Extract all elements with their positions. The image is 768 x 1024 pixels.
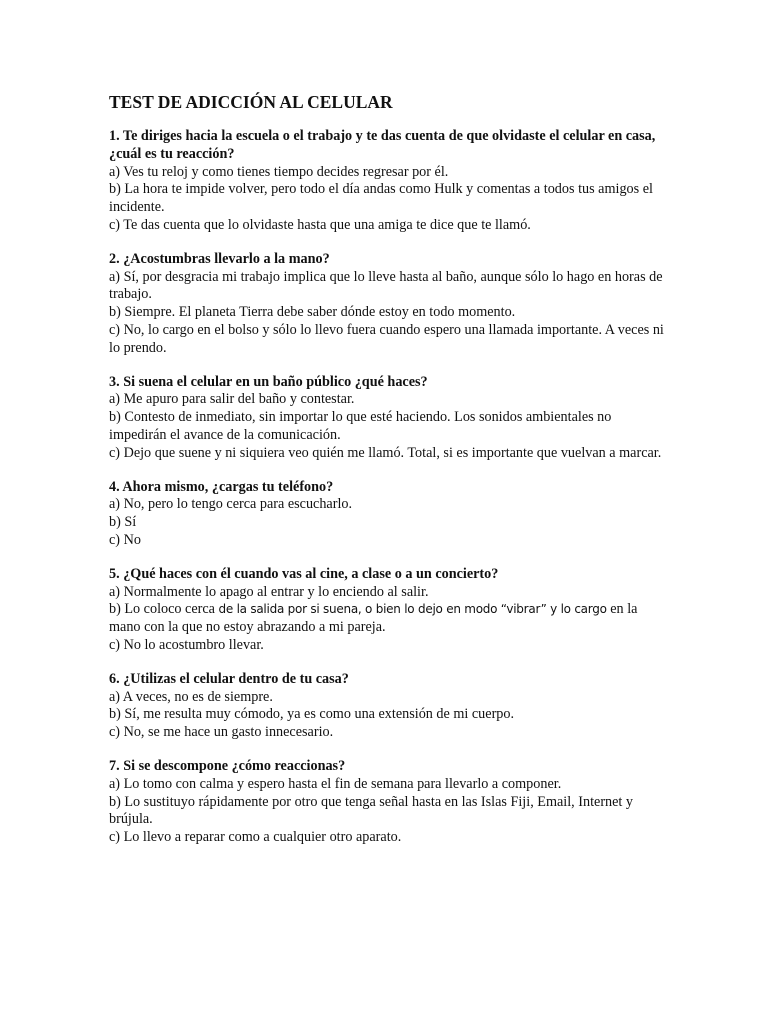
question-text: 7. Si se descompone ¿cómo reaccionas? [109,757,346,774]
document-title: TEST DE ADICCIÓN AL CELULAR [109,92,393,112]
option-b: b) La hora te impide volver, pero todo el día andas como Hulk y comentas a todos tus amigos el incidente. [109,181,653,216]
option-c: c) Te das cuenta que lo olvidaste hasta que una amiga te dice que te llamó. [109,216,531,233]
option-b: b) Contesto de inmediato, sin importar lo que esté haciendo. Los sonidos ambientales no impedirán el avance de la comunicación. [109,409,612,443]
question-1 [109,128,669,235]
question-text: 3. Si suena el celular en un baño público ¿qué haces? [109,373,428,390]
question-3 [109,374,669,463]
question-6 [109,671,669,742]
option-b: b) Siempre. El planeta Tierra debe saber dónde estoy en todo momento. [109,304,516,321]
question-5 [109,566,669,655]
option-b-start: b) Lo coloco cerca [109,601,219,618]
option-b-handwritten-style-text: de la salida por si suena, o bien lo dejo en modo “vibrar” y lo cargo [218,602,607,617]
option-a: a) Me apuro para salir del baño y contestar. [109,391,355,408]
question-4 [109,479,669,550]
option-c: c) No [109,531,141,548]
option-c: c) No, lo cargo en el bolso y sólo lo llevo fuera cuando espero una llamada importante. A veces ni lo prendo. [109,321,664,356]
question-text: 1. Te diriges hacia la escuela o el trabajo y te das cuenta de que olvidaste el celular en casa, ¿cuál es tu reacción? [109,128,656,162]
option-b [109,601,669,637]
option-c: c) Dejo que suene y ni siquiera veo quién me llamó. Total, si es importante que vuelvan a marcar. [109,444,662,461]
option-b: b) Sí, me resulta muy cómodo, ya es como una extensión de mi cuerpo. [109,706,515,723]
question-text: 4. Ahora mismo, ¿cargas tu teléfono? [109,478,334,495]
option-a: a) No, pero lo tengo cerca para escucharlo. [109,496,353,513]
option-a: a) Normalmente lo apago al entrar y lo enciendo al salir. [109,583,429,600]
option-a: a) Lo tomo con calma y espero hasta el fin de semana para llevarlo a componer. [109,775,562,792]
option-c: c) No lo acostumbro llevar. [109,636,264,653]
question-text: 2. ¿Acostumbras llevarlo a la mano? [109,250,330,267]
question-7 [109,758,669,847]
option-c: c) No, se me hace un gasto innecesario. [109,724,334,741]
document-page [109,91,669,863]
option-c: c) Lo llevo a reparar como a cualquier otro aparato. [109,829,402,846]
option-a: a) Ves tu reloj y como tienes tiempo decides regresar por él. [109,163,449,180]
option-a: a) Sí, por desgracia mi trabajo implica que lo lleve hasta al baño, aunque sólo lo hago en horas de trabajo. [109,268,663,303]
option-b-end: en la mano con la que no estoy abrazando a mi pareja. [109,601,638,636]
option-a: a) A veces, no es de siempre. [109,688,273,705]
question-text: 6. ¿Utilizas el celular dentro de tu casa? [109,670,349,687]
question-2 [109,251,669,358]
option-b: b) Sí [109,514,137,531]
option-b: b) Lo sustituyo rápidamente por otro que tenga señal hasta en las Islas Fiji, Email, Internet y brújula. [109,793,634,828]
question-text: 5. ¿Qué haces con él cuando vas al cine, a clase o a un concierto? [109,565,499,582]
